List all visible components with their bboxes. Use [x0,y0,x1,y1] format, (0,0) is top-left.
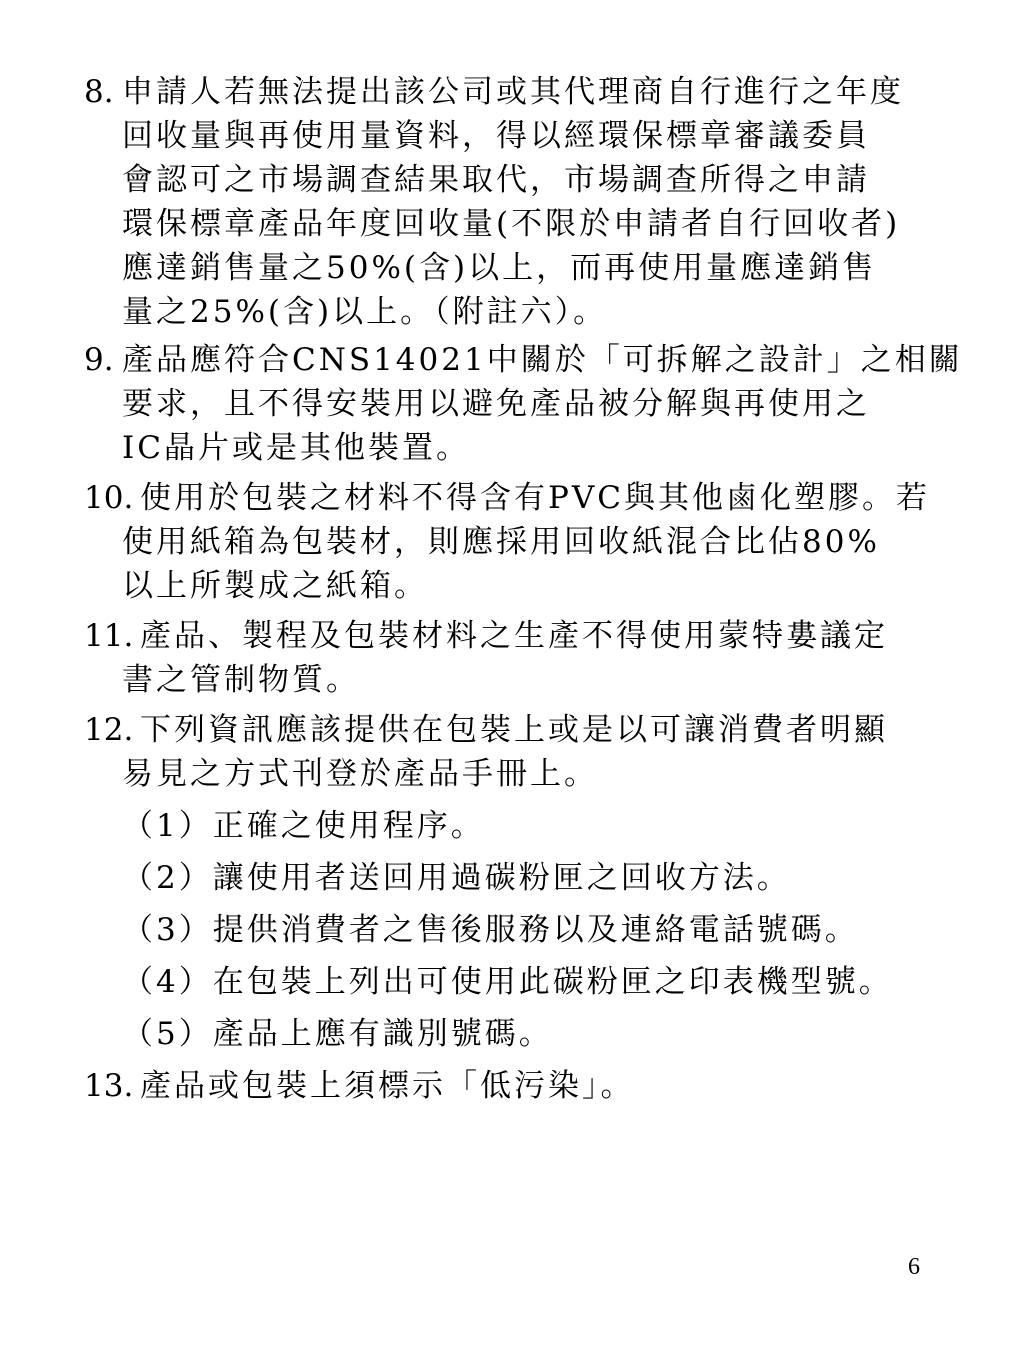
item-12-subitem-2: （2）讓使用者送回用過碳粉匣之回收方法。 [122,860,791,896]
item-9-line-2: 要求，且不得安裝用以避免產品被分解與再使用之 [122,386,870,422]
item-10-number: 10. [84,480,134,516]
item-12-subitem-4: （4）在包裝上列出可使用此碳粉匣之印表機型號。 [122,964,893,1000]
page-number: 6 [908,1254,920,1280]
item-12-subitem-1: （1）正確之使用程序。 [122,808,485,844]
item-8-line-4: 環保標章產品年度回收量(不限於申請者自行回收者) [122,206,901,242]
item-10-line-3: 以上所製成之紙箱。 [122,568,428,604]
item-13-number: 13. [84,1068,134,1104]
item-12-line-1: 下列資訊應該提供在包裝上或是以可讓消費者明顯 [140,712,888,748]
item-8-line-1: 申請人若無法提出該公司或其代理商自行進行之年度 [122,74,904,110]
item-8-number: 8. [84,74,114,110]
item-12-number: 12. [84,712,134,748]
item-11-line-2: 書之管制物質。 [122,662,360,698]
item-10-line-1: 使用於包裝之材料不得含有PVC與其他鹵化塑膠。若 [140,480,930,516]
item-8-line-6: 量之25%(含)以上。（附註六）。 [122,294,608,330]
item-12-subitem-5: （5）產品上應有識別號碼。 [122,1016,553,1052]
item-12-subitem-3: （3）提供消費者之售後服務以及連絡電話號碼。 [122,912,859,948]
item-11-line-1: 產品、製程及包裝材料之生產不得使用蒙特婁議定 [140,618,888,654]
item-9-line-1: 產品應符合CNS14021中關於「可拆解之設計」之相關 [122,342,963,378]
item-8-line-3: 會認可之市場調查結果取代，市場調查所得之申請 [122,162,870,198]
item-11-number: 11. [84,618,134,654]
item-9-line-3: IC晶片或是其他裝置。 [122,430,470,466]
item-8-line-2: 回收量與再使用量資料，得以經環保標章審議委員 [122,118,870,154]
item-9-number: 9. [84,342,114,378]
item-13-line-1: 產品或包裝上須標示「低污染」。 [140,1068,635,1104]
item-12-line-2: 易見之方式刊登於產品手冊上。 [122,756,598,792]
item-8-line-5: 應達銷售量之50%(含)以上，而再使用量應達銷售 [122,250,877,286]
item-10-line-2: 使用紙箱為包裝材，則應採用回收紙混合比佔80% [122,524,880,560]
